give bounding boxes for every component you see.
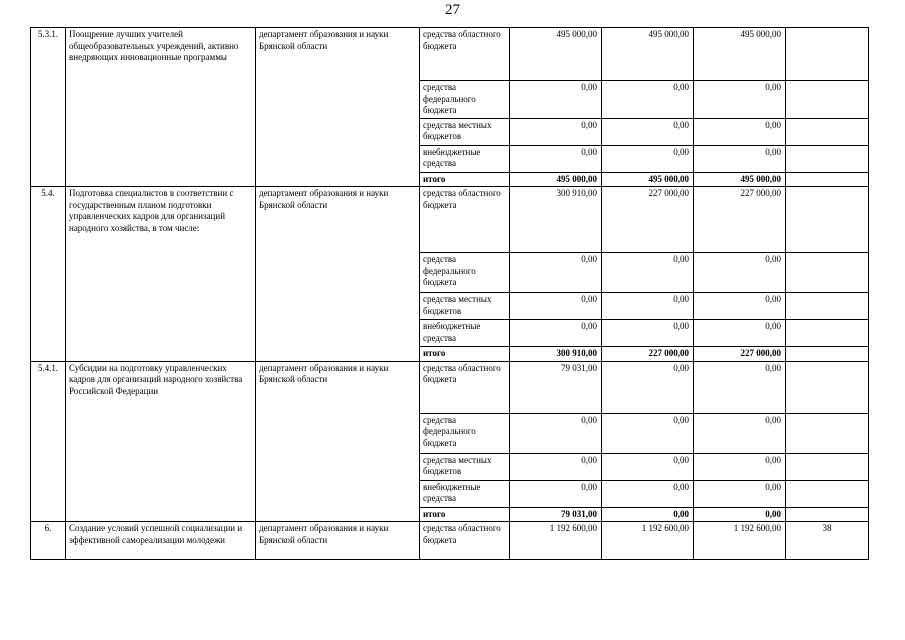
amount-year-2: 0,00 <box>602 81 694 119</box>
funding-source: средства федерального бюджета <box>420 253 510 293</box>
amount-year-2: 227 000,00 <box>602 187 694 253</box>
amount-year-2: 0,00 <box>602 413 694 453</box>
funding-source: средства областного бюджета <box>420 361 510 413</box>
funding-source: средства федерального бюджета <box>420 413 510 453</box>
amount-year-2: 0,00 <box>602 293 694 320</box>
amount-year-3: 0,00 <box>694 81 786 119</box>
item-number: 6. <box>31 522 66 560</box>
extra-cell <box>786 453 869 480</box>
page-number: 27 <box>445 2 460 18</box>
amount-year-3: 0,00 <box>694 480 786 507</box>
table-row <box>31 522 869 560</box>
amount-year-1: 0,00 <box>510 480 602 507</box>
amount-year-3: 0,00 <box>694 361 786 413</box>
item-name: Субсидии на подготовку управленческих кадров для организаций народного хозяйства Российской Федерации <box>66 361 256 522</box>
extra-cell <box>786 81 869 119</box>
amount-year-3: 0,00 <box>694 253 786 293</box>
item-number: 5.4. <box>31 187 66 362</box>
amount-year-1: 79 031,00 <box>510 507 602 522</box>
table-row <box>31 187 869 253</box>
extra-cell <box>786 28 869 81</box>
funding-source: итого <box>420 507 510 522</box>
amount-year-2: 0,00 <box>602 453 694 480</box>
extra-cell <box>786 187 869 253</box>
item-executor: департамент образования и науки Брянской области <box>256 28 420 187</box>
item-name: Подготовка специалистов в соответствии с государственным планом подготовки управленческих кадров для организаций народного хозяйства, в том числе: <box>66 187 256 362</box>
table-body <box>31 28 869 560</box>
item-executor: департамент образования и науки Брянской области <box>256 187 420 362</box>
amount-year-2: 0,00 <box>602 480 694 507</box>
funding-source: средства федерального бюджета <box>420 81 510 119</box>
extra-cell <box>786 480 869 507</box>
extra-cell <box>786 172 869 187</box>
extra-cell <box>786 145 869 172</box>
amount-year-1: 300 910,00 <box>510 187 602 253</box>
amount-year-2: 0,00 <box>602 507 694 522</box>
item-number: 5.4.1. <box>31 361 66 522</box>
amount-year-1: 0,00 <box>510 320 602 347</box>
amount-year-3: 495 000,00 <box>694 172 786 187</box>
funding-source: внебюджетные средства <box>420 480 510 507</box>
amount-year-3: 0,00 <box>694 507 786 522</box>
extra-cell <box>786 320 869 347</box>
amount-year-1: 1 192 600,00 <box>510 522 602 560</box>
amount-year-2: 495 000,00 <box>602 28 694 81</box>
amount-year-3: 0,00 <box>694 118 786 145</box>
amount-year-3: 0,00 <box>694 145 786 172</box>
budget-table <box>30 27 869 560</box>
amount-year-1: 0,00 <box>510 453 602 480</box>
amount-year-1: 79 031,00 <box>510 361 602 413</box>
amount-year-2: 0,00 <box>602 253 694 293</box>
amount-year-3: 227 000,00 <box>694 187 786 253</box>
amount-year-1: 495 000,00 <box>510 28 602 81</box>
table-row <box>31 361 869 413</box>
extra-cell <box>786 253 869 293</box>
amount-year-3: 227 000,00 <box>694 347 786 362</box>
amount-year-1: 0,00 <box>510 81 602 119</box>
item-executor: департамент образования и науки Брянской области <box>256 522 420 560</box>
extra-cell: 38 <box>786 522 869 560</box>
amount-year-2: 227 000,00 <box>602 347 694 362</box>
funding-source: средства местных бюджетов <box>420 293 510 320</box>
amount-year-1: 300 910,00 <box>510 347 602 362</box>
amount-year-2: 495 000,00 <box>602 172 694 187</box>
funding-source: внебюджетные средства <box>420 320 510 347</box>
extra-cell <box>786 347 869 362</box>
funding-source: средства областного бюджета <box>420 522 510 560</box>
amount-year-2: 0,00 <box>602 320 694 347</box>
amount-year-1: 0,00 <box>510 293 602 320</box>
funding-source: итого <box>420 172 510 187</box>
amount-year-1: 495 000,00 <box>510 172 602 187</box>
amount-year-2: 0,00 <box>602 361 694 413</box>
amount-year-2: 0,00 <box>602 118 694 145</box>
funding-source: средства местных бюджетов <box>420 118 510 145</box>
item-executor: департамент образования и науки Брянской области <box>256 361 420 522</box>
funding-source: внебюджетные средства <box>420 145 510 172</box>
amount-year-3: 1 192 600,00 <box>694 522 786 560</box>
item-name: Поощрение лучших учителей общеобразовательных учреждений, активно внедряющих инновационные программы <box>66 28 256 187</box>
extra-cell <box>786 118 869 145</box>
amount-year-2: 0,00 <box>602 145 694 172</box>
funding-source: средства областного бюджета <box>420 187 510 253</box>
funding-source: итого <box>420 347 510 362</box>
amount-year-1: 0,00 <box>510 118 602 145</box>
amount-year-3: 0,00 <box>694 453 786 480</box>
table-row <box>31 28 869 81</box>
extra-cell <box>786 413 869 453</box>
extra-cell <box>786 293 869 320</box>
amount-year-3: 495 000,00 <box>694 28 786 81</box>
amount-year-1: 0,00 <box>510 253 602 293</box>
amount-year-2: 1 192 600,00 <box>602 522 694 560</box>
amount-year-3: 0,00 <box>694 293 786 320</box>
item-number: 5.3.1. <box>31 28 66 187</box>
item-name: Создание условий успешной социализации и эффективной самореализации молодежи <box>66 522 256 560</box>
extra-cell <box>786 507 869 522</box>
amount-year-1: 0,00 <box>510 413 602 453</box>
funding-source: средства местных бюджетов <box>420 453 510 480</box>
funding-source: средства областного бюджета <box>420 28 510 81</box>
extra-cell <box>786 361 869 413</box>
amount-year-1: 0,00 <box>510 145 602 172</box>
amount-year-3: 0,00 <box>694 320 786 347</box>
amount-year-3: 0,00 <box>694 413 786 453</box>
